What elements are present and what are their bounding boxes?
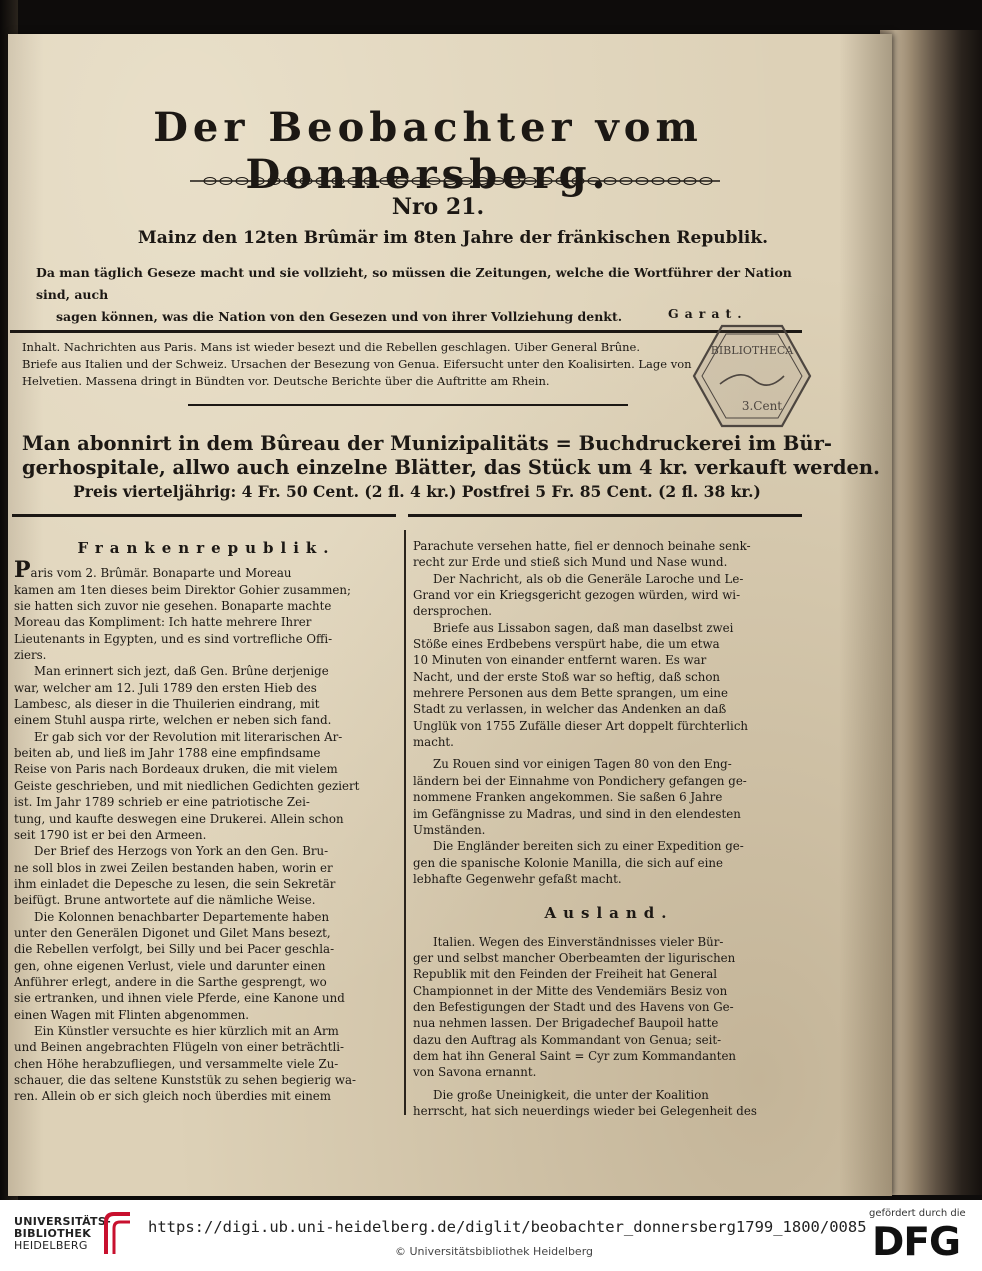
article-line: recht zur Erde und stieß sich Mund und Nase wund. — [413, 555, 728, 570]
viewer-footer — [0, 1200, 982, 1271]
article-line: beifügt. Brune antwortete auf die nämliche Weise. — [14, 893, 316, 908]
article-line: gen, ohne eigenen Verlust, viele und darunter einen — [14, 958, 326, 973]
article-line: ren. Allein ob er sich gleich noch überdies mit einem — [14, 1089, 331, 1104]
article-line: nua nehmen lassen. Der Brigadechef Baupoil hatte — [413, 1016, 719, 1031]
table-of-contents — [22, 339, 802, 390]
article-line: herrscht, hat sich neuerdings wieder bei Gelegenheit des — [413, 1104, 757, 1118]
article-line: dersprochen. — [413, 604, 493, 619]
article-line: unter den Generälen Digonet und Gilet Mans besezt, — [14, 925, 331, 940]
article-line: war, welcher am 12. Juli 1789 den ersten Hieb des — [14, 680, 317, 695]
newspaper-page — [8, 34, 892, 1196]
article-line: einen Wagen mit Flinten abgenommen. — [14, 1007, 250, 1022]
article-line: ist. Im Jahr 1789 schrieb er eine patriotische Zei- — [14, 795, 310, 810]
article-line: Geiste geschrieben, und mit niedlichen Gedichten geziert — [14, 778, 360, 793]
library-name-line: BIBLIOTHEK — [14, 1227, 92, 1240]
article-line: im Gefängnisse zu Madras, und sind in den elendesten — [413, 806, 741, 821]
book-page-edges — [880, 30, 982, 1195]
article-line: Ein Künstler versuchte es hier kürzlich mit an Arm — [34, 1023, 339, 1038]
article-line: von Savona ernannt. — [413, 1065, 537, 1080]
article-line: Anführer erlegt, andere in die Sarthe gesprengt, wo — [14, 974, 327, 989]
article-line: beiten ab, und ließ im Jahr 1788 eine empfindsame — [14, 746, 321, 761]
article-line-text: aris vom 2. Brûmär. Bonaparte und Moreau — [30, 566, 292, 581]
library-logo-text[interactable] — [14, 1216, 111, 1252]
right-column — [413, 538, 805, 1119]
rule-columns-left — [12, 514, 396, 517]
article-line: sie ertranken, und ihnen viele Pferde, eine Kanone und — [14, 991, 345, 1006]
article-line: Stadt zu verlassen, in welcher das Andenken an daß — [413, 702, 727, 717]
article-line: einem Stuhl auspa rirte, welchen er neben sich fand. — [14, 713, 332, 728]
article-line: Der Brief des Herzogs von York an den Gen. Bru- — [34, 844, 329, 859]
copyright-notice: © Universitätsbibliothek Heidelberg — [395, 1245, 594, 1258]
article-line: dazu den Auftrag als Kommandant von Genua; seit- — [413, 1032, 722, 1047]
stamp-text: BIBLIOTHECA — [710, 344, 794, 357]
article-line: Lambesc, als dieser in die Thuilerien eindrang, mit — [14, 697, 320, 712]
article-line: Der Nachricht, als ob die Generäle Laroche und Le- — [433, 571, 744, 586]
article-line: nommene Franken angekommen. Sie saßen 6 Jahre — [413, 790, 723, 805]
article-line: Reise von Paris nach Bordeaux druken, die mit vielem — [14, 762, 338, 777]
article-line: macht. — [413, 735, 454, 750]
article-line: ziers. — [14, 648, 47, 663]
column-divider — [404, 530, 406, 1115]
article-line: Parachute versehen hatte, fiel er dennoch beinahe senk- — [413, 539, 751, 553]
contents-line: Briefe aus Italien und der Schweiz. Ursachen der Besezung von Genua. Eifersucht unter den Koalisirten. Lage von — [22, 357, 692, 371]
stamp-bottom: 3.Cent — [741, 399, 783, 413]
article-line: Stöße eines Erdbebens verspürt habe, die um etwa — [413, 637, 720, 652]
dropcap: P — [14, 557, 31, 584]
article-line: Republik mit den Feinden der Freiheit hat General — [413, 967, 718, 982]
article-line: Er gab sich vor der Revolution mit literarischen Ar- — [34, 729, 343, 744]
article-line: Grand vor ein Kriegsgericht gezogen würden, wird wi- — [413, 588, 741, 603]
article-line: Die große Uneinigkeit, die unter der Koalition — [433, 1087, 709, 1102]
article-line: Die Kolonnen benachbarter Departemente haben — [34, 909, 330, 924]
article-line: den Befestigungen der Stadt und des Havens von Ge- — [413, 999, 734, 1014]
issue-number: Nro 21. — [391, 194, 485, 220]
article-line: Unglük von 1755 Zufälle dieser Art doppelt fürchterlich — [413, 718, 749, 733]
article-line: die Rebellen verfolgt, bei Silly und bei Pacer geschla- — [14, 942, 335, 957]
article-line: Italien. Wegen des Einverständnisses vieler Bür- — [433, 934, 724, 949]
article-line: sie hatten sich zuvor nie gesehen. Bonaparte machte — [14, 599, 332, 614]
subscription-line: gerhospitale, allwo auch einzelne Blätter, das Stück um 4 kr. verkauft werden. — [22, 456, 880, 479]
left-column — [14, 538, 399, 1105]
motto-author: Garat. — [668, 306, 748, 321]
dateline: Mainz den 12ten Brûmär im 8ten Jahre der fränkischen Republik. — [137, 228, 769, 248]
article-line: mehrere Personen aus dem Bette sprangen, um eine — [413, 686, 729, 701]
newspaper-title: Der Beobachter vom Donnersberg. — [153, 104, 703, 198]
article-line: Nacht, und der erste Stoß war so heftig, daß schon — [413, 669, 721, 684]
rule-columns-right — [408, 514, 802, 517]
article-line: ländern bei der Einnahme von Pondichery gefangen ge- — [413, 773, 747, 788]
ornamental-rule — [190, 176, 720, 186]
motto-line: sagen können, was die Nation von den Gesezen und von ihrer Vollziehung denkt. — [56, 309, 623, 324]
subscription-price: Preis vierteljährig: 4 Fr. 50 Cent. (2 fl. 4 kr.) Postfrei 5 Fr. 85 Cent. (2 fl. 38 kr.) — [73, 482, 761, 501]
article-line: dem hat ihn General Saint = Cyr zum Kommandanten — [413, 1048, 737, 1063]
article-line: Briefe aus Lissabon sagen, daß man daselbst zwei — [433, 620, 734, 635]
article-line: tung, und kaufte deswegen eine Drukerei. Allein schon — [14, 811, 344, 826]
article-line: Zu Rouen sind vor einigen Tagen 80 von den Eng- — [433, 757, 732, 772]
library-stamp — [690, 322, 814, 430]
dfg-logo[interactable]: DFG — [872, 1220, 961, 1265]
article-line: und Beinen angebrachten Flügeln von einer beträchtli- — [14, 1040, 344, 1055]
rule-top — [10, 330, 802, 333]
subscription-line: Man abonnirt in dem Bûreau der Munizipalitäts = Buchdruckerei im Bür- — [22, 432, 832, 455]
article-line: Championnet in der Mitte des Vendemiärs Besiz von — [413, 983, 728, 998]
article-line: kamen am 1ten dieses beim Direktor Gohier zusammen; — [14, 582, 351, 597]
section-heading: Frankenrepublik. — [77, 539, 336, 557]
article-line: Moreau das Kompliment: Ich hatte mehrere Ihrer — [14, 615, 312, 630]
article-line: ger und selbst mancher Oberbeamten der ligurischen — [413, 950, 736, 965]
article-line: ihm einladet die Depesche zu lesen, die sein Sekretär — [14, 876, 336, 891]
article-line: gen die spanische Kolonie Manilla, die sich auf eine — [413, 855, 723, 870]
article-line: lebhafte Gegenwehr gefaßt macht. — [413, 871, 622, 886]
article-line: ne soll blos in zwei Zeilen bestanden haben, worin er — [14, 860, 333, 875]
rule-contents — [188, 404, 628, 406]
article-line: schauer, die das seltene Kunststük zu sehen begierig wa- — [14, 1073, 357, 1087]
article-line: Die Engländer bereiten sich zu einer Expedition ge- — [433, 839, 744, 854]
article-line — [14, 557, 399, 584]
motto-line: Da man täglich Geseze macht und sie vollzieht, so müssen die Zeitungen, welche die Wortführer der Nation sind, auch — [36, 265, 792, 302]
permalink-url[interactable]: https://digi.ub.uni-heidelberg.de/diglit/beobachter_donnersberg1799_1800/0085 — [148, 1218, 867, 1236]
contents-line: Inhalt. Nachrichten aus Paris. Mans ist wieder besezt und die Rebellen geschlagen. Uiber General Brûne. — [22, 340, 641, 354]
article-line: Lieutenants in Egypten, und es sind vortrefliche Offi- — [14, 631, 333, 646]
article-line: seit 1790 ist er bei den Armeen. — [14, 827, 207, 842]
contents-line: Helvetien. Massena dringt in Bündten vor. Deutsche Berichte über die Auftritte am Rhein. — [22, 374, 550, 388]
library-logo-icon[interactable] — [100, 1208, 136, 1258]
funding-label: gefördert durch die — [869, 1208, 966, 1219]
section-heading: Ausland. — [544, 904, 674, 923]
article-line: Man erinnert sich jezt, daß Gen. Brûne derjenige — [34, 664, 329, 679]
article-line: 10 Minuten von einander entfernt waren. Es war — [413, 653, 707, 668]
subscription-notice — [22, 432, 880, 504]
library-name-line: HEIDELBERG — [14, 1239, 88, 1252]
article-line: chen Höhe herabzufliegen, und versammelte viele Zu- — [14, 1056, 339, 1071]
article-line: Umständen. — [413, 822, 486, 837]
library-name-line: UNIVERSITÄTS- — [14, 1215, 111, 1228]
